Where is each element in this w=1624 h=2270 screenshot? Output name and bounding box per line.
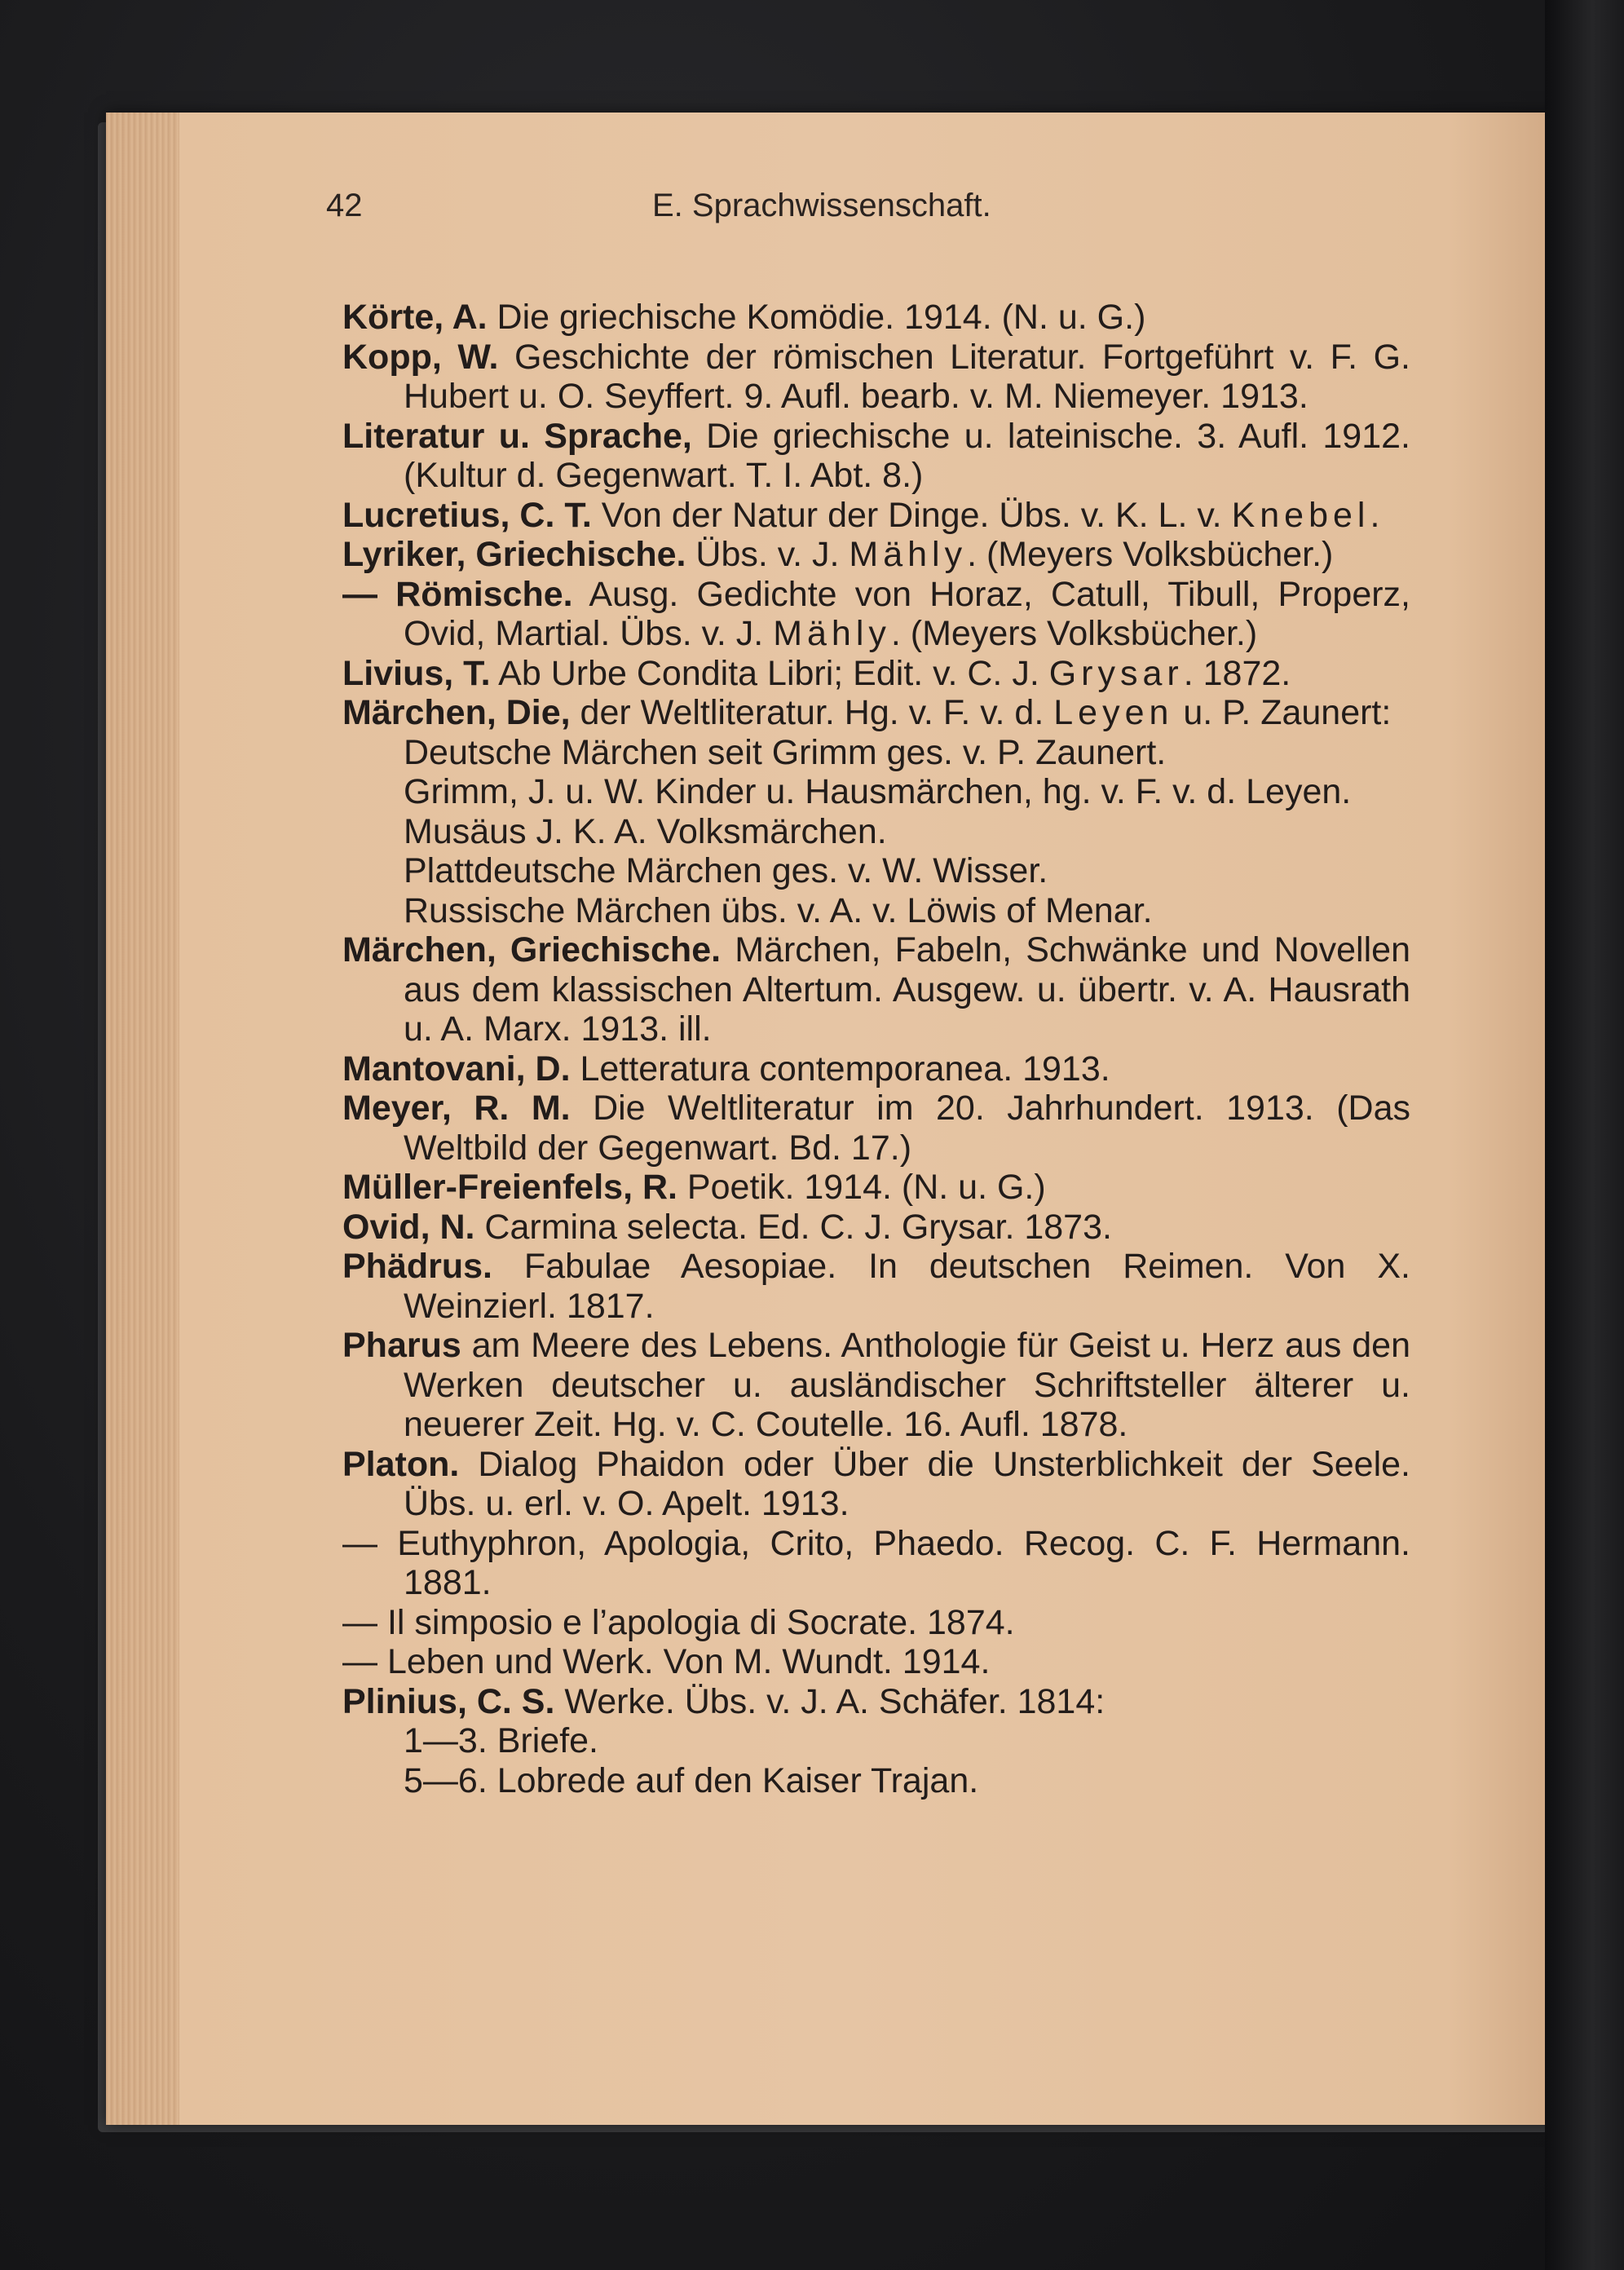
page-header [326, 188, 1386, 236]
entry-platon: Platon. Dialog Phaidon oder Über die Unsterblichkeit der Seele. Übs. u. erl. v. O. Apelt. 1913. [342, 1444, 1410, 1523]
page-number: 42 [326, 188, 363, 223]
entry-livius: Livius, T. Ab Urbe Condita Libri; Edit. v. C. J. Grysar. 1872. [342, 653, 1291, 693]
entry-phaedrus: Phädrus. Fabulae Aesopiae. In deutschen Reimen. Von X. Weinzierl. 1817. [342, 1247, 1410, 1326]
entry-lyriker: Lyriker, Griechische. Übs. v. J. Mähly. (Meyers Volksbücher.) [342, 535, 1334, 574]
maerchen-sub-item: Musäus J. K. A. Volksmärchen. [404, 811, 887, 851]
maerchen-sub-item: Grimm, J. u. W. Kinder u. Hausmärchen, hg. v. F. v. d. Leyen. [404, 772, 1352, 811]
entry-koerte: Körte, A. Die griechische Komödie. 1914. (N. u. G.) [342, 298, 1146, 337]
running-title: E. Sprachwissenschaft. [652, 188, 991, 223]
entry-kopp: Kopp, W. Geschichte der römischen Literatur. Fortgeführt v. F. G. Hubert u. O. Seyffert. 9. Aufl. bearb. v. M. Niemeyer. 1913. [342, 337, 1410, 416]
plinius-sub-item: 5—6. Lobrede auf den Kaiser Trajan. [404, 1760, 979, 1800]
entry-plinius: Plinius, C. S. Werke. Übs. v. J. A. Schäfer. 1814: [342, 1681, 1105, 1721]
entry-pharus: Pharus am Meere des Lebens. Anthologie für Geist u. Herz aus den Werken deutscher u. ausländischer Schriftsteller älterer u. neuerer Zeit. Hg. v. C. Coutelle. 16. Aufl. 1878. [342, 1326, 1410, 1444]
entry-mantovani: Mantovani, D. Letteratura contemporanea. 1913. [342, 1049, 1110, 1089]
entry-mueller-freienfels: Müller-Freienfels, R. Poetik. 1914. (N. u. G.) [342, 1168, 1046, 1207]
plinius-sub-item: 1—3. Briefe. [404, 1721, 598, 1760]
entry-platon-leben: — Leben und Werk. Von M. Wundt. 1914. [342, 1642, 991, 1681]
entry-ovid: Ovid, N. Carmina selecta. Ed. C. J. Grysar. 1873. [342, 1207, 1112, 1247]
entry-roemische: — Römische. Ausg. Gedichte von Horaz, Catull, Tibull, Properz, Ovid, Martial. Übs. v. J. Mähly. (Meyers Volksbücher.) [342, 574, 1411, 653]
maerchen-sub-item: Deutsche Märchen seit Grimm ges. v. P. Zaunert. [404, 732, 1167, 772]
entry-meyer: Meyer, R. M. Die Weltliteratur im 20. Jahrhundert. 1913. (Das Weltbild der Gegenwart. Bd. 17.) [342, 1089, 1411, 1168]
entry-maerchen-griechische: Märchen, Griechische. Märchen, Fabeln, Schwänke und Novellen aus dem klassischen Altertum. Ausgew. u. übertr. v. A. Hausrath u. A. Marx. 1913. ill. [342, 930, 1410, 1049]
bibliography-list [342, 298, 1410, 1800]
entry-platon-euthyphron: — Euthyphron, Apologia, Crito, Phaedo. Recog. C. F. Hermann. 1881. [342, 1523, 1410, 1602]
maerchen-sub-item: Russische Märchen übs. v. A. v. Löwis of Menar. [404, 890, 1153, 930]
page-edges [106, 113, 179, 2125]
entry-platon-simposio: — Il simposio e l’apologia di Socrate. 1874. [342, 1602, 1015, 1642]
entry-maerchen: Märchen, Die, der Weltliteratur. Hg. v. F. v. d. Leyen u. P. Zaunert: [342, 693, 1392, 732]
maerchen-sub-item: Plattdeutsche Märchen ges. v. W. Wisser. [404, 851, 1048, 890]
entry-lucretius: Lucretius, C. T. Von der Natur der Dinge. Übs. v. K. L. v. Knebel. [342, 495, 1380, 535]
entry-literatur: Literatur u. Sprache, Die griechische u. lateinische. 3. Aufl. 1912. (Kultur d. Gegenwart. T. I. Abt. 8.) [342, 416, 1410, 495]
scanner-edge [1545, 0, 1624, 2270]
